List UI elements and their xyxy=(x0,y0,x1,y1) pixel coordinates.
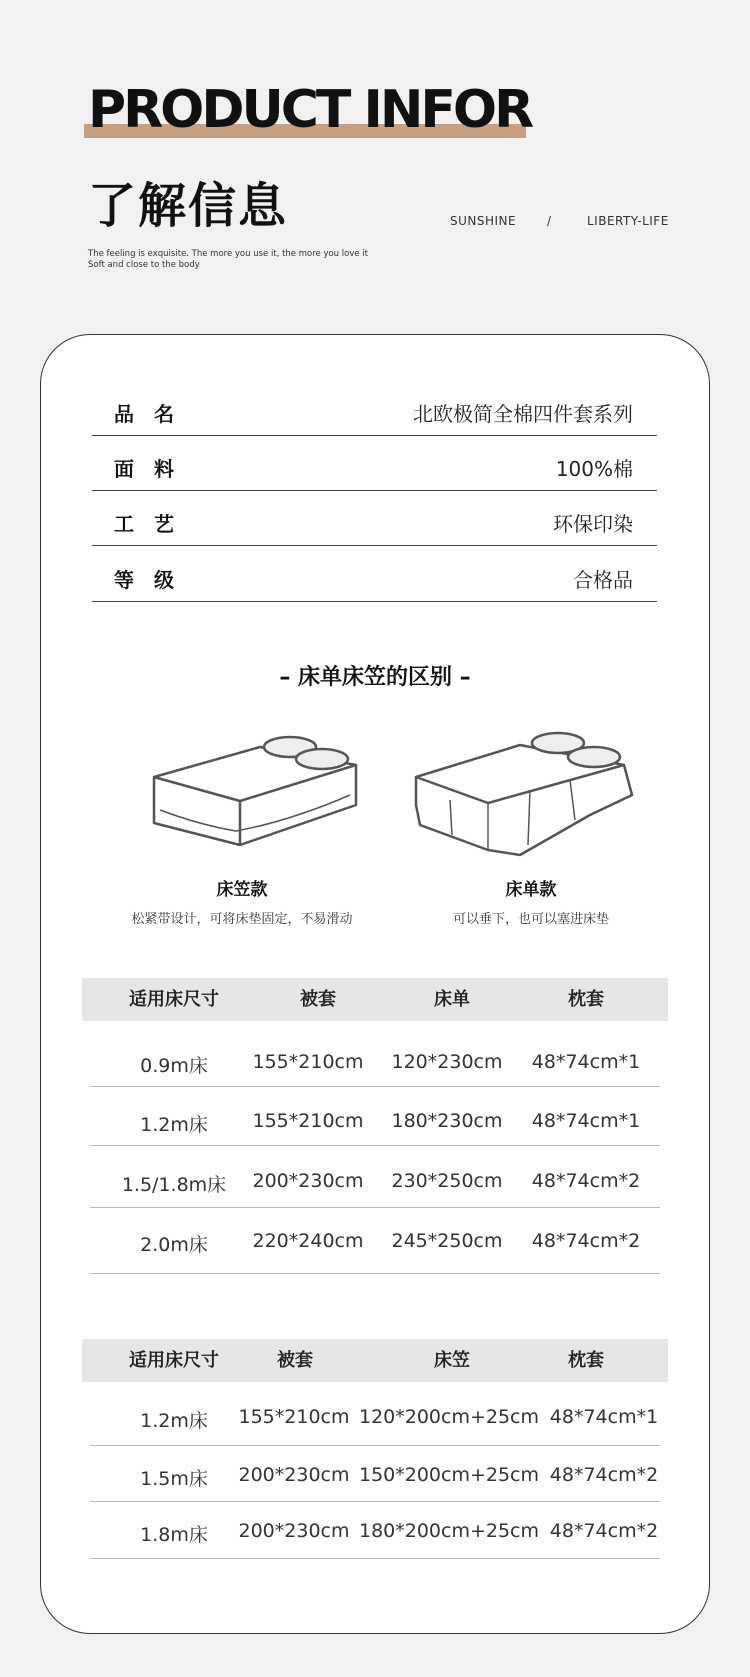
tagline-line-1: The feeling is exquisite. The more you use it, the more you love it xyxy=(88,249,368,259)
table-row xyxy=(90,1446,660,1502)
flat-sheet-bed-icon xyxy=(410,725,640,865)
spec-label: 工艺 xyxy=(114,512,194,536)
table-row xyxy=(90,1146,660,1208)
table-cell: 48*74cm*1 xyxy=(549,1406,659,1428)
spec-value: 100%棉 xyxy=(555,457,633,481)
tagline-line-2: Soft and close to the body xyxy=(88,260,200,270)
table-cell: 48*74cm*2 xyxy=(549,1464,659,1486)
table-cell: 220*240cm xyxy=(252,1230,364,1252)
table-cell: 155*210cm xyxy=(252,1110,364,1132)
spec-row-grade xyxy=(92,546,657,602)
table-cell: 155*210cm xyxy=(252,1051,364,1073)
table1-header-cell: 适用床尺寸 xyxy=(129,989,219,1010)
difference-title: – 床单床笠的区别 – xyxy=(279,665,471,690)
subtitle-cn: 了解信息 xyxy=(88,178,289,234)
table-cell: 48*74cm*1 xyxy=(531,1110,641,1132)
table-cell: 1.5m床 xyxy=(140,1468,208,1490)
table-cell: 200*230cm xyxy=(238,1464,350,1486)
table2-header-cell: 枕套 xyxy=(568,1350,604,1371)
brand-separator: / xyxy=(547,214,552,228)
spec-label: 品名 xyxy=(114,402,194,426)
brand-left: SUNSHINE xyxy=(450,214,517,228)
tagline xyxy=(88,249,368,271)
fitted-sheet-desc: 松紧带设计，可将床垫固定，不易滑动 xyxy=(131,912,353,927)
table-cell: 180*230cm xyxy=(391,1110,503,1132)
table-row xyxy=(90,1021,660,1087)
spec-value: 北欧极简全棉四件套系列 xyxy=(413,402,633,426)
flat-sheet-name: 床单款 xyxy=(505,880,557,900)
spec-value: 合格品 xyxy=(573,568,633,592)
table-cell: 2.0m床 xyxy=(140,1234,208,1256)
table-cell: 0.9m床 xyxy=(140,1055,208,1077)
table2-header xyxy=(82,1339,668,1382)
table-cell: 150*200cm+25cm xyxy=(358,1464,540,1486)
table2-header-cell: 适用床尺寸 xyxy=(129,1350,219,1371)
hero-title: PRODUCT INFOR xyxy=(88,80,532,140)
table-cell: 48*74cm*2 xyxy=(549,1520,659,1542)
spec-label: 等级 xyxy=(114,568,194,592)
table-cell: 1.2m床 xyxy=(140,1410,208,1432)
table-cell: 1.2m床 xyxy=(140,1114,208,1136)
table-cell: 200*230cm xyxy=(252,1170,364,1192)
table-cell: 1.8m床 xyxy=(140,1524,208,1546)
table-row xyxy=(90,1382,660,1446)
fitted-sheet-bed-icon xyxy=(140,725,370,855)
table-row xyxy=(90,1208,660,1274)
table2-header-cell: 床笠 xyxy=(434,1350,470,1371)
table-cell: 48*74cm*1 xyxy=(531,1051,641,1073)
table-cell: 1.5/1.8m床 xyxy=(121,1174,227,1196)
table-cell: 155*210cm xyxy=(238,1406,350,1428)
table1-header xyxy=(82,978,668,1021)
table2-header-cell: 被套 xyxy=(277,1350,313,1371)
table1-header-cell: 枕套 xyxy=(568,989,604,1010)
spec-row-name xyxy=(92,380,657,436)
table-cell: 120*200cm+25cm xyxy=(358,1406,540,1428)
spec-row-craft xyxy=(92,490,657,546)
table-cell: 120*230cm xyxy=(391,1051,503,1073)
flat-sheet-desc: 可以垂下，也可以塞进床垫 xyxy=(452,912,609,927)
table-row xyxy=(90,1087,660,1146)
spec-row-material xyxy=(92,435,657,491)
table-cell: 245*250cm xyxy=(391,1230,503,1252)
table-cell: 200*230cm xyxy=(238,1520,350,1542)
table1-header-cell: 床单 xyxy=(434,989,470,1010)
table-cell: 48*74cm*2 xyxy=(531,1170,641,1192)
spec-label: 面料 xyxy=(114,457,194,481)
table-cell: 48*74cm*2 xyxy=(531,1230,641,1252)
table-cell: 180*200cm+25cm xyxy=(358,1520,540,1542)
fitted-sheet-name: 床笠款 xyxy=(216,880,268,900)
table1-header-cell: 被套 xyxy=(300,989,336,1010)
brand-right: LIBERTY-LIFE xyxy=(587,214,669,228)
table-cell: 230*250cm xyxy=(391,1170,503,1192)
spec-value: 环保印染 xyxy=(553,512,633,536)
table-row xyxy=(90,1502,660,1559)
